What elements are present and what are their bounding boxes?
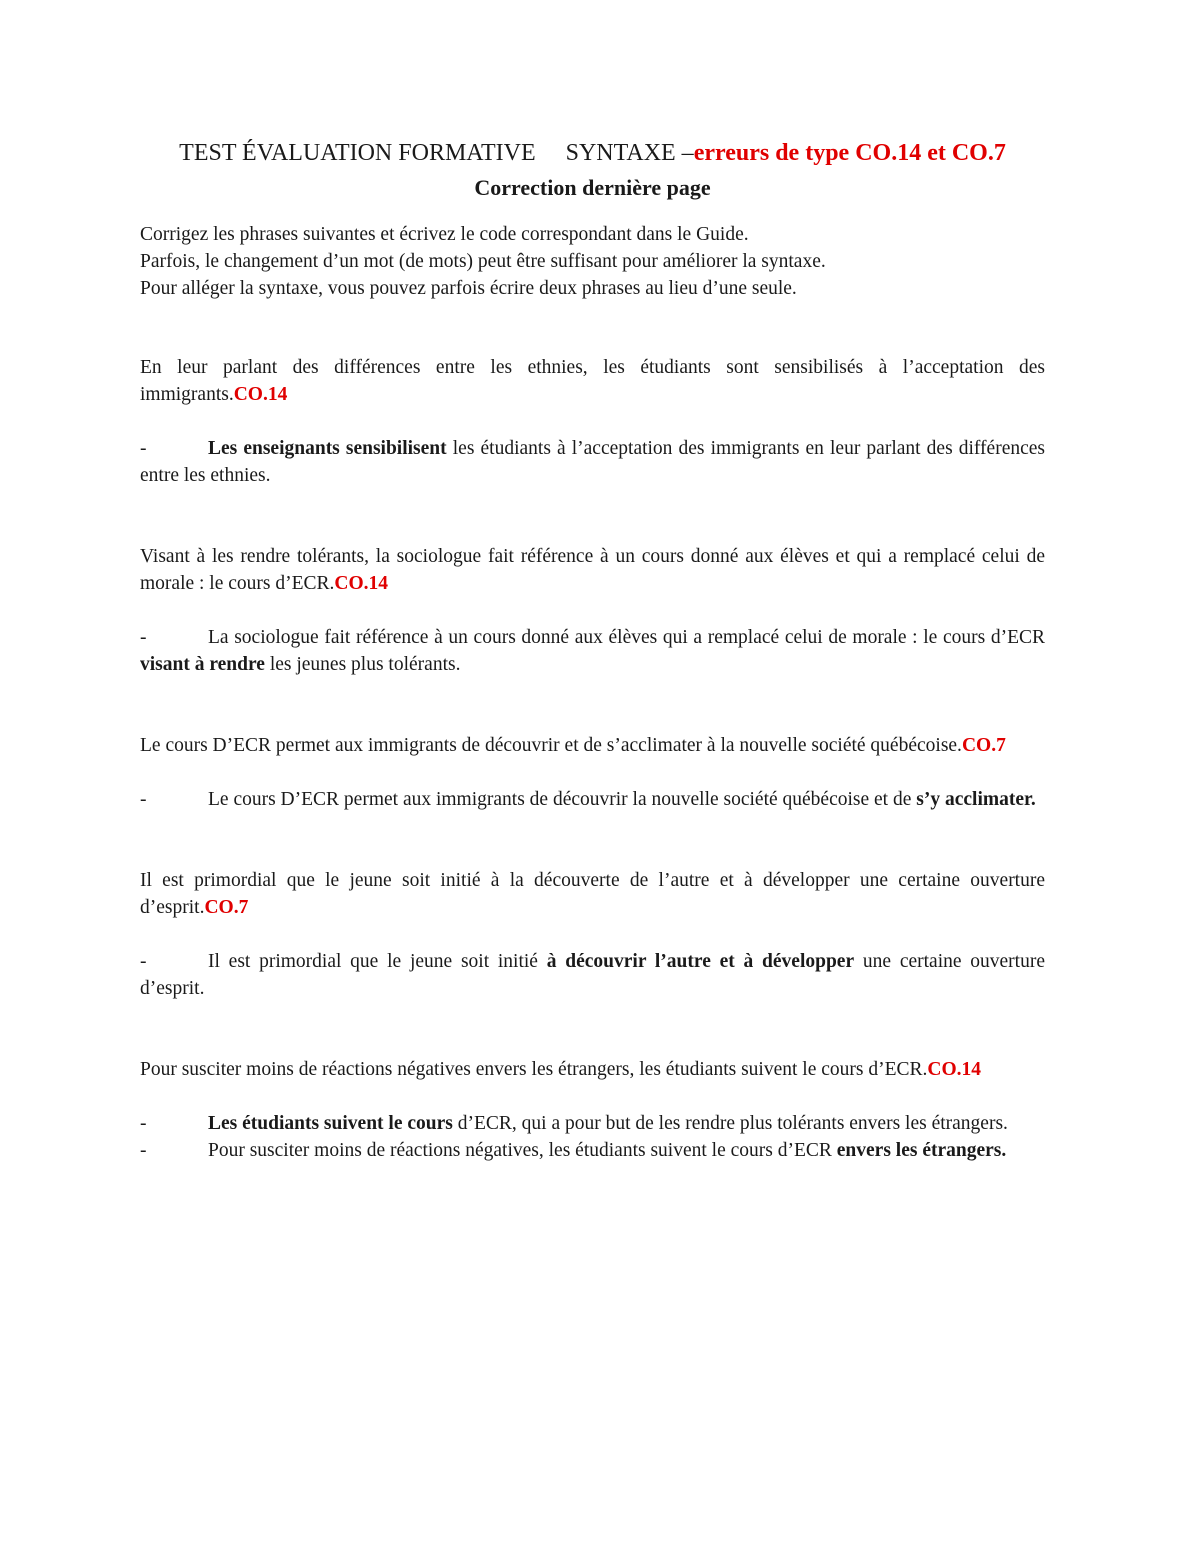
exercise-5 — [140, 1056, 1045, 1164]
answer-text: La sociologue fait référence à un cours donné aux élèves qui a remplacé celui de morale : le cours d’ECR — [208, 627, 1045, 648]
answer-text: les étudiants à l’acceptation des immigrants en leur parlant des différences entre les ethnies. — [140, 438, 1045, 486]
exercise-2 — [140, 543, 1045, 678]
document-subtitle: Correction dernière page — [474, 175, 711, 200]
instruction-line: Corrigez les phrases suivantes et écrivez le code correspondant dans le Guide. — [140, 224, 749, 245]
answer-line — [140, 1110, 1045, 1137]
title-error-types: erreurs de type CO.14 et CO.7 — [693, 140, 1006, 166]
exercise-sentence — [140, 732, 1045, 759]
instructions — [140, 221, 1045, 302]
error-code: CO.14 — [233, 384, 288, 405]
sentence-text: Visant à les rendre tolérants, la sociologue fait référence à un cours donné aux élèves et qui a remplacé celui de morale : le cours d’ECR. — [140, 546, 1045, 594]
exercise-4 — [140, 867, 1045, 1002]
answer-line — [140, 624, 1045, 678]
answer-text: Pour susciter moins de réactions négatives, les étudiants suivent le cours d’ECR — [208, 1140, 837, 1161]
sentence-text: En leur parlant des différences entre les ethnies, les étudiants sont sensibilisés à l’acceptation des immigrants. — [140, 357, 1045, 405]
sentence-text: Il est primordial que le jeune soit initié à la découverte de l’autre et à développer une certaine ouverture d’esprit. — [140, 870, 1045, 918]
exercise-sentence — [140, 1056, 1045, 1083]
answer-bold: Les étudiants suivent le cours — [208, 1113, 453, 1134]
instruction-line: Pour alléger la syntaxe, vous pouvez parfois écrire deux phrases au lieu d’une seule. — [140, 278, 797, 299]
exercise-1 — [140, 354, 1045, 489]
exercise-sentence — [140, 543, 1045, 597]
answer-line — [140, 1137, 1045, 1164]
exercise-sentence — [140, 354, 1045, 408]
answer-dash: - — [140, 1113, 147, 1134]
answer-bold: Les enseignants sensibilisent — [208, 438, 447, 459]
answer-bold: visant à rendre — [140, 654, 265, 675]
answer-text: d’ECR, qui a pour but de les rendre plus tolérants envers les étrangers. — [452, 1113, 1008, 1134]
answer-bold: à découvrir l’autre et à développer — [546, 951, 855, 972]
answer-bold: s’y acclimater. — [916, 789, 1036, 810]
error-code: CO.14 — [334, 573, 389, 594]
answer-dash: - — [140, 1140, 147, 1161]
answer-dash: - — [140, 438, 147, 459]
answer-dash: - — [140, 789, 147, 810]
answer-text: Le cours D’ECR permet aux immigrants de découvrir la nouvelle société québécoise et de — [208, 789, 917, 810]
answer-text: une certaine ouverture d’esprit. — [140, 951, 1045, 999]
answer-dash: - — [140, 627, 147, 648]
document-page — [140, 138, 1045, 1164]
error-code: CO.7 — [204, 897, 249, 918]
document-title — [140, 138, 1045, 169]
answer-line — [140, 948, 1045, 1002]
exercise-sentence — [140, 867, 1045, 921]
answer-line — [140, 435, 1045, 489]
error-code: CO.14 — [927, 1059, 982, 1080]
answer-bold: envers les étrangers. — [836, 1140, 1007, 1161]
answer-text: les jeunes plus tolérants. — [264, 654, 461, 675]
error-code: CO.7 — [961, 735, 1006, 756]
answer-text: Il est primordial que le jeune soit initié — [208, 951, 547, 972]
answer-dash: - — [140, 951, 147, 972]
sentence-text: Le cours D’ECR permet aux immigrants de découvrir et de s’acclimater à la nouvelle société québécoise. — [140, 735, 962, 756]
sentence-text: Pour susciter moins de réactions négatives envers les étrangers, les étudiants suivent le cours d’ECR. — [140, 1059, 928, 1080]
title-main: TEST ÉVALUATION FORMATIVE SYNTAXE – — [179, 140, 694, 166]
instruction-line: Parfois, le changement d’un mot (de mots) peut être suffisant pour améliorer la syntaxe. — [140, 251, 826, 272]
exercise-3 — [140, 732, 1045, 813]
answer-line — [140, 786, 1045, 813]
